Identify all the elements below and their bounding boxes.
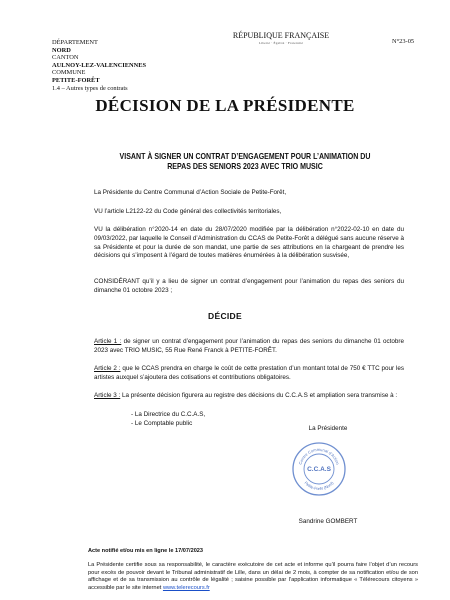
considering-paragraph [94,278,404,296]
legal-footer [88,562,418,592]
stamp-top-text: Centre Communal d'Action [297,446,341,466]
article-1-text: de signer un contrat d’engagement pour l’animation du repas des seniors du dimanche 01 octobre 2023 avec TRIO MUSIC, 55 Rue René Franck à PETITE-FORÊT. [94,338,405,354]
telerecours-link[interactable]: www.telerecours.fr [162,584,210,591]
canton-label: CANTON [52,54,79,62]
deliberation-paragraph: VU la délibération n°2020-14 en date du 28/07/2020 modifiée par la délibération n°2022-02-10 en date du 09/03/2022, par laquelle le Conseil d’Administration du CCAS de Petite-Forêt a délégué sans aucune réserve à sa Présidente et pour la durée de son mandat, une partie de ses attributions en la chargeant de prendre les décisions qui s’imposent à l’égard de toutes matières énumérées à la délibération susvisée, [94,226,404,260]
notification-date: Acte notifié et/ou mis en ligne le 17/07/2023 [88,548,204,554]
commune-label: COMMUNE [52,69,86,77]
department-value: NORD [52,46,71,54]
commune-value: PETITE-FORÊT [52,76,100,84]
article-2-text: que le CCAS prendra en charge le coût de cette prestation d’un montant total de 750 € TTC pour les artistes auxquel s’ajoutera des cotisations et contributions obligatoires. [94,365,404,381]
svg-text:Petite-Forêt (Nord) [303,480,334,491]
recipient-2: - Le Comptable public [131,420,193,427]
stamp-bottom-text: Petite-Forêt (Nord) [303,480,335,492]
republic-title: RÉPUBLIQUE FRANÇAISE [232,31,330,40]
legal-basis-paragraph: VU l’article L2122-22 du Code général des collectivités territoriales, [94,208,282,215]
republic-motto: Liberté · Égalité · Fraternité [258,41,304,45]
decision-number: N°23-05 [392,38,415,45]
republic-block [226,31,336,45]
header-left [52,39,222,92]
stamp-seal-icon [291,441,347,497]
article-1-label: Article 1 : [94,338,122,345]
act-type: 1.4 – Autres types de contrats [52,84,128,92]
article-3 [94,392,404,401]
decision-object: VISANT À SIGNER UN CONTRAT D’ENGAGEMENT POUR L’ANIMATION DU REPAS DES SENIORS 2023 AVEC TRIO MUSIC [119,152,371,172]
signature-role: La Présidente [308,425,348,432]
article-2-label: Article 2 : [94,365,121,372]
article-1 [94,338,404,356]
article-3-text: La présente décision figurera au registre des décisions du C.C.A.S et ampliation sera transmise à : [120,392,398,399]
footer-text: La Présidente certifie sous sa responsabilité, le caractère exécutoire de cet acte et informe qu’il pourra faire l’objet d’un recours pour excès de pouvoir devant le Tribunal administratif de Lille, dans un délai de 2 mois, à compter de sa notification et/ou de son affichage et de sa transmission au contrôle de légalité ; saisine possible par l’application informatique « Télérecours citoyens » accessible par le site internet [88,562,418,591]
stamp-center-text: C.C.A.S [307,466,331,473]
article-3-label: Article 3 : [94,392,121,399]
department-label: DÉPARTEMENT [52,39,98,46]
article-2 [94,365,404,383]
canton-value: AULNOY-LEZ-VALENCIENNES [52,61,147,69]
considering-label: CONSIDÉRANT [94,278,140,285]
decide-heading: DÉCIDE [208,311,242,321]
ccas-stamp [291,441,347,497]
signer-name: Sandrine GOMBERT [298,518,358,525]
considering-text: qu’il y a lieu de signer un contrat d’engagement pour l’animation du repas des seniors du dimanche 01 octobre 2023 ; [94,278,404,294]
svg-text:Centre Communal d'Action [298,447,341,465]
document-title: DÉCISION DE LA PRÉSIDENTE [95,96,355,115]
recipient-1: - La Directrice du C.C.A.S, [131,411,206,418]
intro-paragraph: La Présidente du Centre Communal d’Action Sociale de Petite-Forêt, [94,189,287,196]
